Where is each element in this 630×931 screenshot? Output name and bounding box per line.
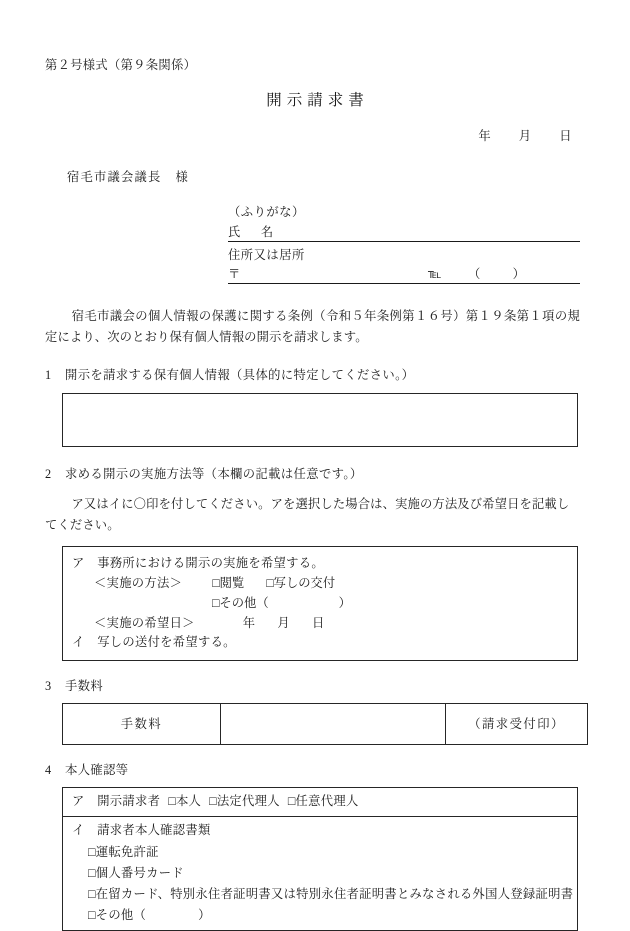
section-2-note: ア又はイに〇印を付してください。アを選択した場合は、実施の方法及び希望日を記載してください。	[45, 496, 570, 532]
furigana-label: （ふりがな）	[228, 205, 305, 220]
addressee-name: 宿毛市議会議長	[67, 170, 162, 185]
disclosure-method-box	[62, 546, 578, 662]
option-a-label: ア 事務所における開示の実施を希望する。	[72, 555, 324, 570]
method-row	[72, 574, 577, 594]
date-day-label: 日	[559, 129, 572, 144]
checkbox-voluntary-representative[interactable]: □任意代理人	[287, 794, 359, 809]
section-3-title: 手数料	[65, 679, 104, 694]
document-other-close-paren: ）	[198, 908, 211, 922]
checkbox-document-other[interactable]	[72, 905, 577, 926]
option-a-row[interactable]	[72, 554, 577, 574]
section-2-number: 2	[45, 466, 52, 481]
table-row	[63, 788, 578, 816]
section-1-title: 開示を請求する保有個人情報（具体的に特定してください。）	[65, 368, 415, 383]
section-4-number: 4	[45, 763, 52, 778]
fee-table	[62, 703, 588, 745]
option-b-row[interactable]	[72, 633, 577, 653]
section-3-number: 3	[45, 679, 52, 694]
checkbox-method-other[interactable]: □その他（	[212, 595, 269, 610]
checkbox-drivers-license[interactable]: □運転免許証	[88, 844, 159, 859]
name-label-first: 氏	[228, 225, 241, 240]
form-number: 第２号様式（第９条関係）	[45, 58, 197, 72]
addressee	[67, 168, 580, 187]
table-row	[63, 704, 588, 745]
preferred-date-label: ＜実施の希望日＞	[94, 615, 195, 630]
name-field[interactable]	[228, 223, 580, 242]
section-2-heading	[45, 465, 580, 484]
section-4-heading	[45, 761, 580, 780]
document-other-label: □その他（	[88, 908, 147, 922]
preamble-paragraph: 宿毛市議会の個人情報の保護に関する条例（令和５年条例第１６号）第１９条第１項の規定により、次のとおり保有個人情報の開示を請求します。	[45, 309, 580, 345]
date-month-label: 月	[518, 129, 532, 144]
date-year-label: 年	[478, 129, 492, 144]
section-1-number: 1	[45, 368, 52, 383]
checkbox-legal-representative[interactable]: □法定代理人	[209, 794, 280, 809]
preferred-date-day[interactable]: 日	[312, 615, 325, 630]
applicant-block	[228, 203, 580, 284]
fee-label-cell: 手数料	[63, 704, 221, 745]
table-row	[63, 816, 578, 931]
checkbox-my-number-card[interactable]: □個人番号カード	[88, 865, 184, 880]
postal-code-symbol: 〒	[228, 267, 241, 282]
receipt-stamp-cell: （請求受付印）	[446, 704, 588, 745]
identity-verification-table	[62, 787, 578, 931]
checkbox-browse[interactable]: □閲覧	[212, 575, 245, 590]
preferred-date-row	[72, 614, 577, 634]
fee-value-cell[interactable]	[221, 704, 446, 745]
option-b-label: イ 写しの送付を希望する。	[72, 635, 236, 650]
section-3-heading	[45, 677, 580, 696]
requester-type-cell	[63, 788, 578, 816]
submission-date-row	[45, 127, 572, 146]
telephone-paren: （ ）	[468, 267, 535, 282]
checkbox-residence-card[interactable]: □在留カード、特別永住者証明書又は特別永住者証明書とみなされる外国人登録証明書	[88, 886, 574, 901]
preferred-date-year[interactable]: 年	[242, 615, 256, 630]
address-label: 住所又は居所	[228, 248, 305, 263]
identity-documents-list	[72, 842, 577, 927]
method-label: ＜実施の方法＞	[94, 575, 183, 590]
page-title: 開示請求書	[266, 92, 369, 110]
name-label-second: 名	[260, 225, 274, 240]
addressee-suffix: 様	[175, 170, 189, 185]
requested-information-box[interactable]	[62, 393, 578, 447]
identity-documents-cell	[63, 816, 578, 931]
checkbox-self[interactable]: □本人	[168, 794, 202, 809]
section-1-heading	[45, 366, 580, 385]
section-2-title: 求める開示の実施方法等（本欄の記載は任意です。）	[65, 466, 363, 481]
postal-tel-field[interactable]	[228, 265, 580, 284]
method-other-close-paren: ）	[338, 595, 351, 610]
checkbox-copy-delivery[interactable]: □写しの交付	[266, 575, 336, 590]
preferred-date-month[interactable]: 月	[277, 615, 290, 630]
section-4-title: 本人確認等	[65, 763, 129, 778]
method-other-row	[72, 594, 577, 614]
identity-documents-label: イ 請求者本人確認書類	[72, 822, 211, 837]
requester-label: ア 開示請求者	[72, 794, 161, 809]
telephone-symbol: ℡	[428, 267, 442, 282]
